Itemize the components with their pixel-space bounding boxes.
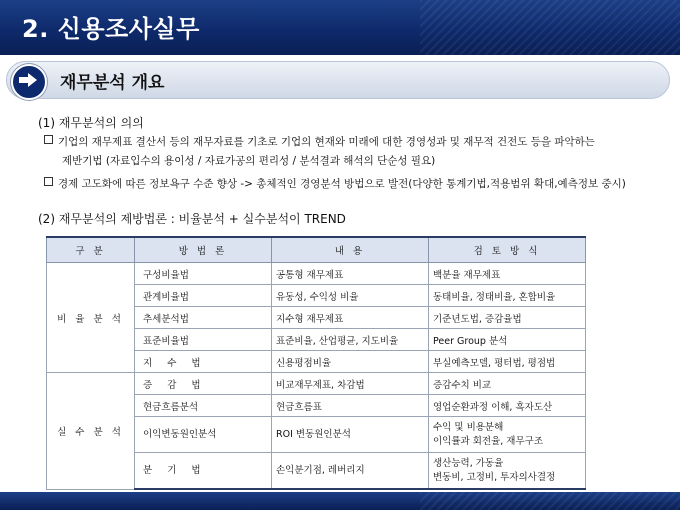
bullet-text: 경제 고도화에 따른 정보욕구 수준 향상 -> 총체적인 경영분석 방법으로 발전(다양한 통계기법,적용범위 확대,예측정보 중시) <box>58 178 626 190</box>
group-label: 비 율 분 석 <box>47 263 135 373</box>
heading-methodology: (2) 재무분석의 제방법론 : 비율분석 + 실수분석이 TREND <box>38 212 346 226</box>
review-cell: Peer Group 분석 <box>429 329 586 351</box>
column-header: 구 분 <box>47 237 135 263</box>
content-cell: 비교재무제표, 차감법 <box>272 373 429 395</box>
review-cell: 백분율 재무제표 <box>429 263 586 285</box>
content-cell: 표준비율, 산업평균, 지도비율 <box>272 329 429 351</box>
column-header: 내 용 <box>272 237 429 263</box>
review-cell: 동태비율, 정태비율, 혼합비율 <box>429 285 586 307</box>
method-cell: 분 기 법 <box>135 453 272 490</box>
review-cell: 기준년도법, 증감율법 <box>429 307 586 329</box>
review-line: 이익률과 회전율, 재무구조 <box>433 435 544 447</box>
review-cell: 영업순환과정 이해, 흑자도산 <box>429 395 586 417</box>
method-cell: 표준비율법 <box>135 329 272 351</box>
group-label: 실 수 분 석 <box>47 373 135 490</box>
content-cell: 현금흐름표 <box>272 395 429 417</box>
page-title: 2. 신용조사실무 <box>22 15 200 43</box>
review-line: 수익 및 비용분해 <box>433 421 504 433</box>
method-cell: 관계비율법 <box>135 285 272 307</box>
method-cell: 추세분석법 <box>135 307 272 329</box>
table-row <box>47 373 586 395</box>
square-bullet-icon <box>44 177 53 186</box>
section-title: 재무분석 개요 <box>60 73 165 93</box>
bullet-item <box>44 176 626 191</box>
bullet-text-continued: 제반기법 (자료입수의 용이성 / 자료가공의 편리성 / 분석결과 해석의 단순성 필요) <box>62 155 436 167</box>
content-cell: ROI 변동원인분석 <box>272 417 429 453</box>
table-header-row <box>47 237 586 263</box>
heading-definition: (1) 재무분석의 의의 <box>38 116 144 130</box>
review-line: 변동비, 고정비, 투자의사결정 <box>433 471 556 483</box>
column-header: 검 토 방 식 <box>429 237 586 263</box>
bullet-item <box>44 134 595 149</box>
method-cell: 현금흐름분석 <box>135 395 272 417</box>
review-cell <box>429 417 586 453</box>
table-row <box>47 263 586 285</box>
method-cell: 구성비율법 <box>135 263 272 285</box>
review-cell: 부실예측모델, 평터법, 평점법 <box>429 351 586 373</box>
content-cell: 손익분기점, 레버리지 <box>272 453 429 490</box>
content-cell: 유동성, 수익성 비율 <box>272 285 429 307</box>
review-line: 생산능력, 가동율 <box>433 457 504 469</box>
method-cell: 지 수 법 <box>135 351 272 373</box>
column-header: 방 법 론 <box>135 237 272 263</box>
method-cell: 증 감 법 <box>135 373 272 395</box>
content-cell: 지수형 재무제표 <box>272 307 429 329</box>
square-bullet-icon <box>44 135 53 144</box>
content-cell: 공통형 재무제표 <box>272 263 429 285</box>
content-cell: 신용평점비율 <box>272 351 429 373</box>
method-cell: 이익변동원인분석 <box>135 417 272 453</box>
right-arrow-icon <box>11 64 47 100</box>
review-cell <box>429 453 586 490</box>
bullet-text: 기업의 재무제표 결산서 등의 재무자료를 기초로 기업의 현재와 미래에 대한 경영성과 및 재무적 건전도 등을 파악하는 <box>58 136 595 148</box>
review-cell: 증감수치 비교 <box>429 373 586 395</box>
methodology-table <box>46 236 586 490</box>
footer-bar <box>0 492 680 510</box>
